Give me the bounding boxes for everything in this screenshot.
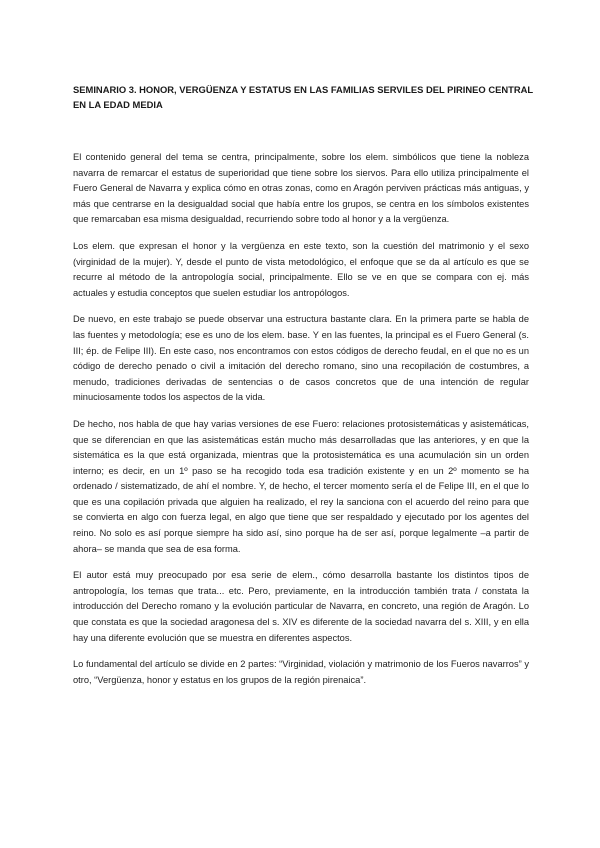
paragraph-5: El autor está muy preocupado por esa serie de elem., cómo desarrolla bastante los distintos tipos de antropología, los temas que trata... etc. Pero, previamente, en la introducción también trata / constata la introducción del Derecho romano y la evolución particular de Navarra, en concreto, una región de Aragón. Lo que constata es que la sociedad aragonesa del s. XIV es diferente de la sociedad navarra del s. XIII, y en ella hay una diferente evolución que se muestra en diferentes aspectos. xyxy=(73,570,529,643)
paragraph-4: De hecho, nos habla de que hay varias versiones de ese Fuero: relaciones protosistemáticas y asistemáticas, que se diferencian en que las asistemáticas están mucho más desarrolladas que las anteriores, y en que la sistemática es la que está organizada, mientras que la protosistemática es una acumulación sin un orden interno; es decir, en un 1º paso se ha recogido toda esa tradición existente y en un 2º momento se ha ordenado / sistematizado, de ahí el nombre. Y, de hecho, el tercer momento sería el de Felipe III, en el que lo que es una copilación privada que alguien ha realizado, el rey la sanciona con el acuerdo del reino para que se convierta en algo con fuerza legal, en algo que tiene que ser respaldado y ejecutado por los agentes del reino. No solo es así porque siempre ha sido así, sino porque ha de ser así, porque legalmente –a partir de ahora– se manda que sea de esa forma. xyxy=(73,418,529,554)
document-body xyxy=(73,150,529,699)
paragraph-3: De nuevo, en este trabajo se puede observar una estructura bastante clara. En la primera parte se habla de las fuentes y metodología; ese es uno de los elem. base. Y en las fuentes, la principal es el Fuero General (s. III; ép. de Felipe III). En este caso, nos encontramos con estos códigos de derecho feudal, en el que no es un código de derecho penado o civil a imitación del derecho romano, sino una recopilación de costumbres, a menudo, tradiciones derivadas de sentencias o de casos concretos que de una intención de regular minuciosamente todos los aspectos de la vida. xyxy=(73,314,529,403)
document-title: SEMINARIO 3. HONOR, VERGÜENZA Y ESTATUS EN LAS FAMILIAS SERVILES DEL PIRINEO CENTRAL EN LA EDAD MEDIA xyxy=(73,84,533,110)
paragraph-1: El contenido general del tema se centra, principalmente, sobre los elem. simbólicos que tiene la nobleza navarra de remarcar el estatus de superioridad que tiene sobre los siervos. Para ello utiliza principalmente el Fuero General de Navarra y explica cómo en otras zonas, como en Aragón perviven prácticas más antiguas, y más que centrarse en la desigualdad social que había entre los grupos, se centra en los símbolos existentes que remarcaban esa misma desigualdad, recurriendo sobre todo al honor y a la vergüenza. xyxy=(73,152,529,225)
paragraph-6: Lo fundamental del artículo se divide en 2 partes: “Virginidad, violación y matrimonio de los Fueros navarros” y otro, “Vergüenza, honor y estatus en los grupos de la región pirenaica”. xyxy=(73,659,529,685)
paragraph-2: Los elem. que expresan el honor y la vergüenza en este texto, son la cuestión del matrimonio y el sexo (virginidad de la mujer). Y, desde el punto de vista metodológico, el enfoque que se da al artículo es que se recurre al método de la antropología social, principalmente. Ello se ve en que se compara con ej. más actuales y estudia conceptos que suelen estudiar los antropólogos. xyxy=(73,240,529,298)
